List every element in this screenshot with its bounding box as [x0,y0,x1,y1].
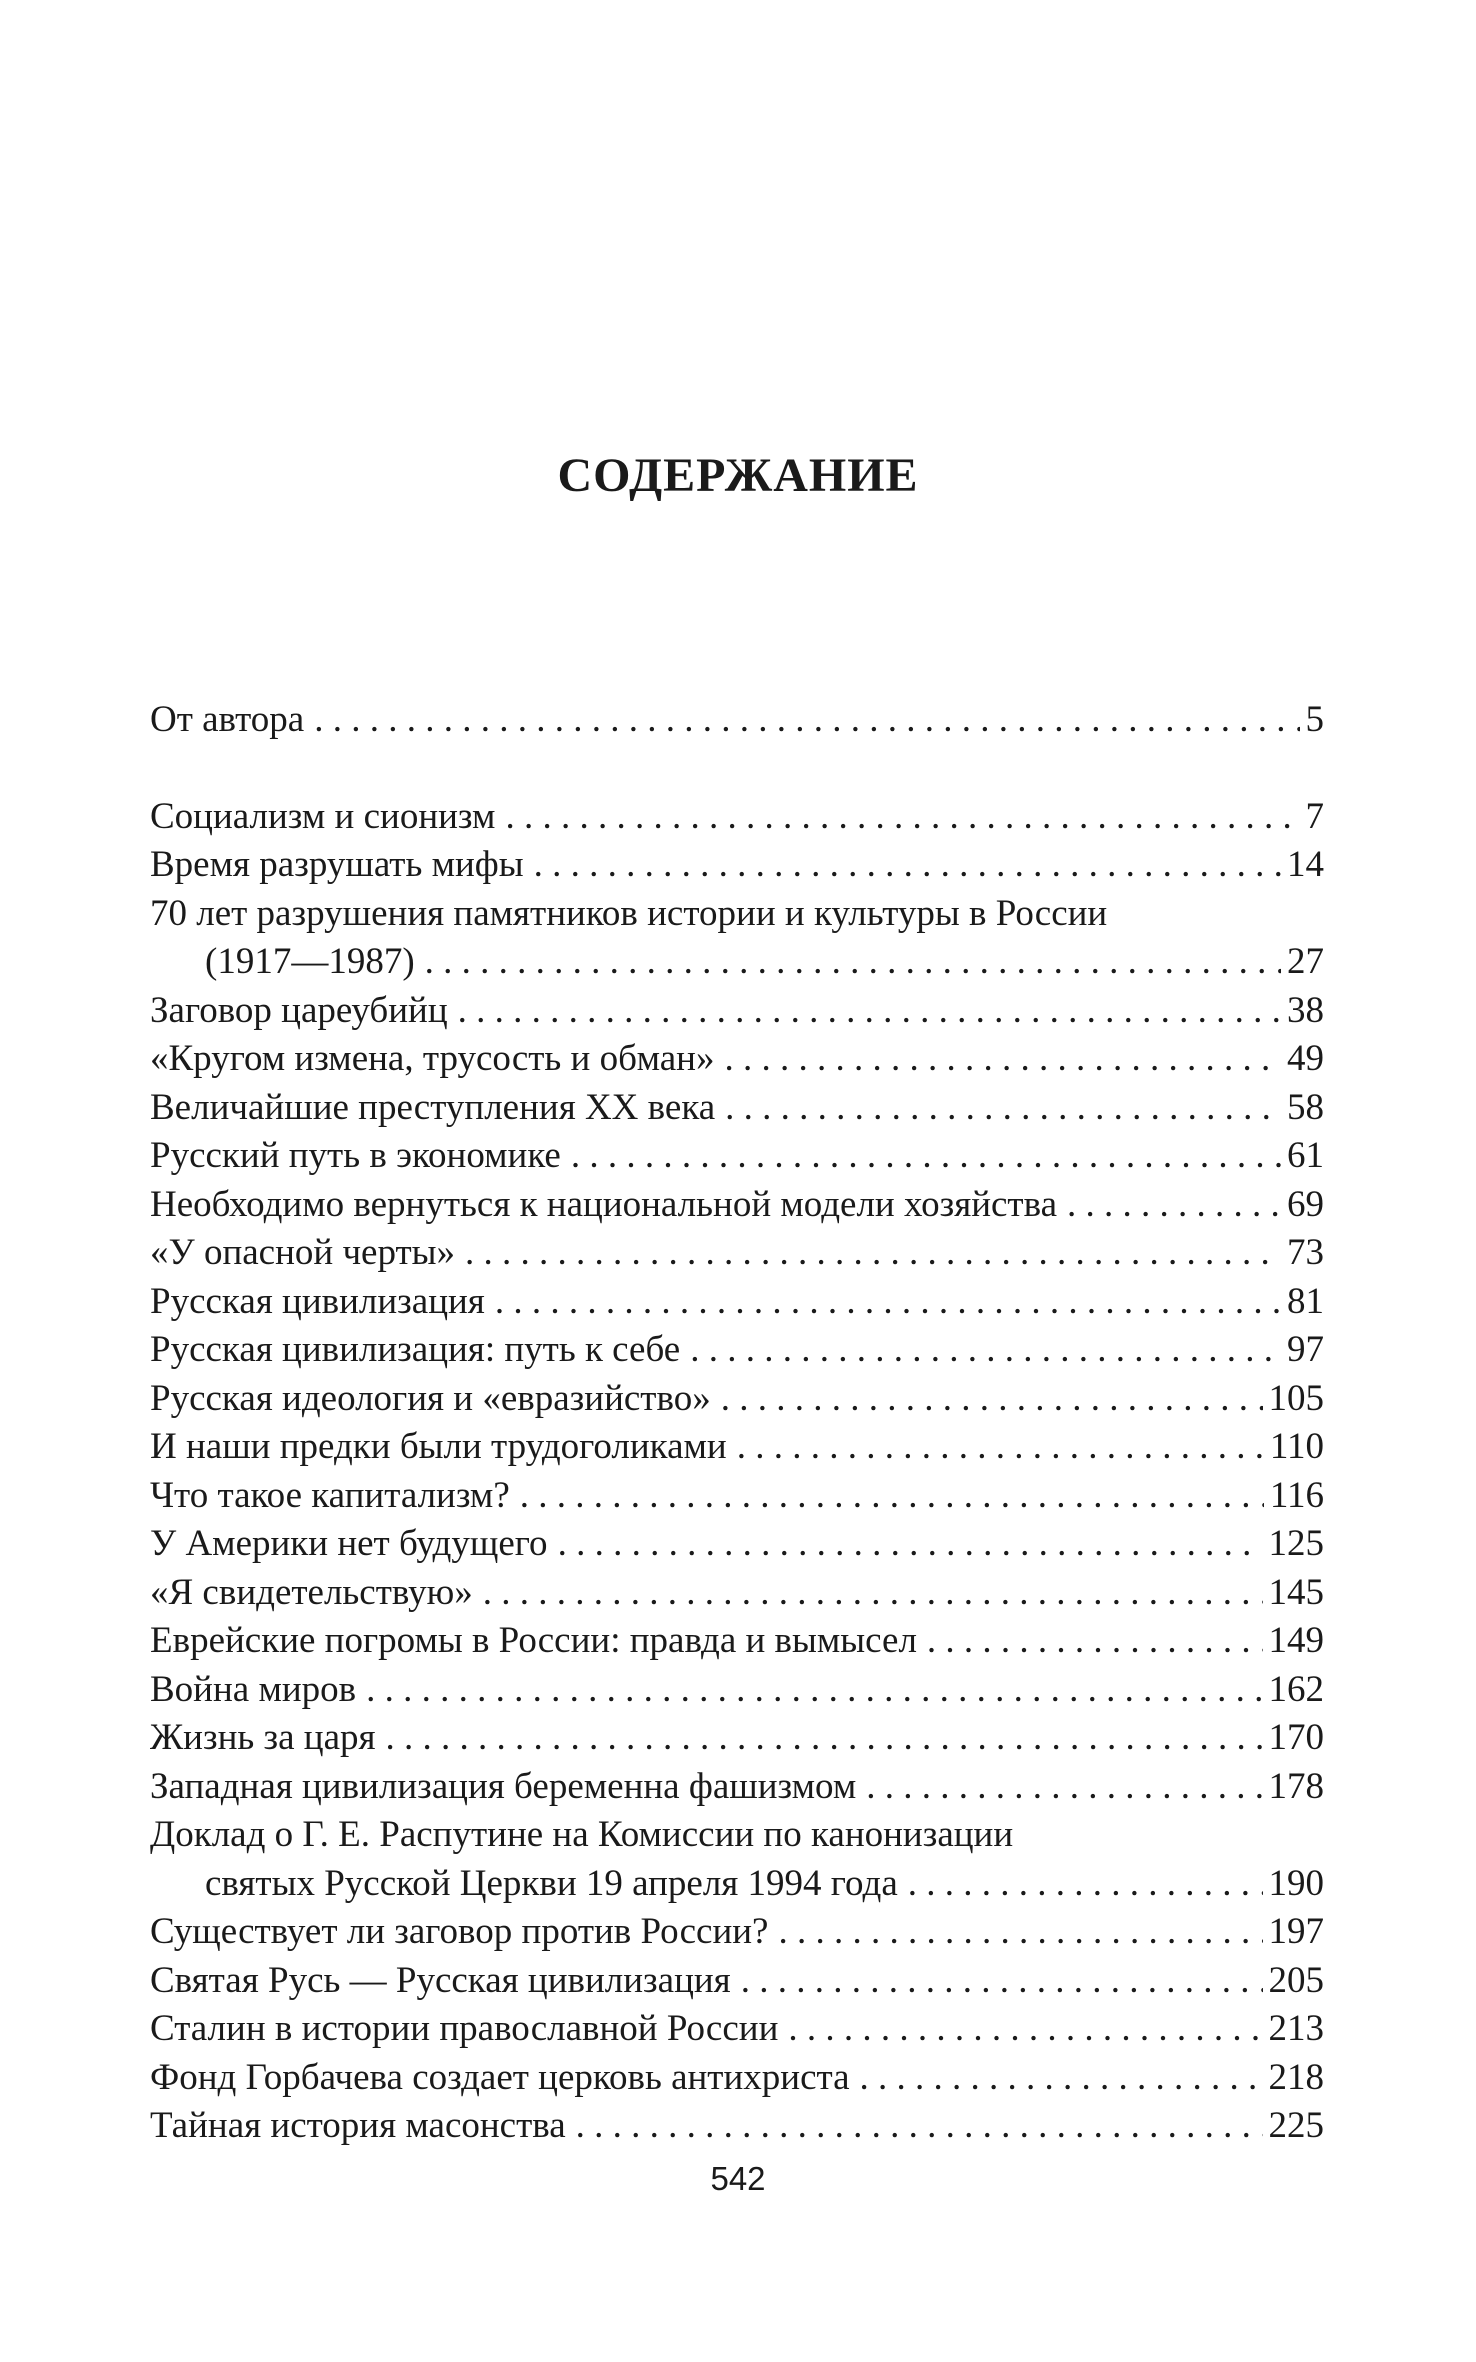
toc-entry [150,1181,1324,1230]
page-title: СОДЕРЖАНИЕ [557,449,919,502]
toc-entry [150,890,1324,987]
toc-entry [150,1520,1324,1569]
toc-entry-title: Русский путь в экономике [150,1135,561,1176]
toc-entry-title: Величайшие преступления XX века [150,1086,716,1128]
toc-entry-title: Русская цивилизация [150,1280,485,1322]
toc-entry-title: У Америки нет будущего [150,1523,548,1564]
dot-leader [534,841,1281,890]
dot-leader [571,1132,1281,1181]
toc-entry-title: Время разрушать мифы [150,844,524,885]
toc-entry-title: Заговор цареубийц [150,989,448,1031]
dot-leader [927,1617,1263,1666]
toc-entry [150,1714,1324,1763]
toc-entry-page: 218 [1268,2056,1324,2098]
toc-entry-title: «Я свидетельствую» [150,1571,473,1613]
toc-entry-title: Святая Русь — Русская цивилизация [150,1959,731,2001]
toc-entry [150,1278,1324,1327]
toc-entry-page: 149 [1268,1620,1324,1661]
dot-leader [724,1035,1281,1084]
toc-entry [150,1132,1324,1181]
toc-entry-page: 5 [1305,699,1324,740]
dot-leader [495,1278,1281,1327]
dot-leader [866,1763,1262,1812]
toc-entry [150,1472,1324,1521]
dot-leader [505,793,1299,842]
dot-leader [425,938,1281,987]
dot-leader [386,1714,1263,1763]
dot-leader [314,696,1299,745]
toc-entry [150,2054,1324,2103]
toc-entry [150,1084,1324,1133]
dot-leader [690,1326,1281,1375]
toc-entry-title: Существует ли заговор против России? [150,1911,769,1952]
toc-entry-title: Жизнь за царя [150,1717,376,1758]
toc-entry-page: 81 [1287,1280,1324,1322]
toc-entry-title: Еврейские погромы в России: правда и вымысел [150,1620,917,1661]
toc-entry [150,841,1324,890]
toc-entry-page: 110 [1269,1426,1324,1467]
dot-leader [778,1908,1262,1957]
toc-entry [150,696,1324,745]
toc-entry-page: 105 [1268,1377,1324,1419]
toc-entry-title: От автора [150,699,305,740]
toc-entry [150,2102,1324,2151]
toc-entry [150,1569,1324,1618]
toc-entry-title: Что такое капитализм? [150,1474,510,1516]
toc-entry-page: 205 [1268,1959,1324,2001]
toc-entry [150,987,1324,1036]
toc-entry-title: Западная цивилизация беременна фашизмом [150,1765,857,1807]
page-number: 542 [710,2160,766,2197]
toc-entry [150,1763,1324,1812]
toc-entry-title: Русская цивилизация: путь к себе [150,1329,681,1370]
toc-entry-title: Русская идеология и «евразийство» [150,1377,711,1419]
toc-entry-title: И наши предки были трудоголиками [150,1426,727,1467]
toc-entry-title: «Кругом измена, трусость и обман» [150,1038,715,1079]
toc-entry-page: 7 [1305,795,1324,837]
toc-entry-page: 125 [1268,1523,1324,1564]
toc-entry-title: Война миров [150,1668,357,1710]
dot-leader [465,1229,1281,1278]
toc-entry [150,1035,1324,1084]
toc-entry-page: 178 [1268,1765,1324,1807]
toc-entry [150,1957,1324,2006]
toc-entry-page: 14 [1287,844,1324,885]
toc-entry [150,793,1324,842]
dot-leader [483,1569,1263,1618]
dot-leader [721,1375,1263,1424]
toc-entry [150,1229,1324,1278]
toc-entry-page: 73 [1287,1232,1324,1273]
dot-leader [1067,1181,1281,1230]
toc-entry-page: 190 [1268,1862,1324,1904]
toc-entry-page: 170 [1268,1717,1324,1758]
toc-entry-page: 145 [1268,1571,1324,1613]
toc-entry-title: Доклад о Г. Е. Распутине на Комиссии по канонизации [150,1814,1014,1855]
dot-leader [366,1666,1262,1715]
toc-entry-page: 49 [1287,1038,1324,1079]
dot-leader [860,2054,1263,2103]
toc-entry-page: 197 [1268,1911,1324,1952]
toc-entry-page: 61 [1287,1135,1324,1176]
toc-entry-page: 162 [1268,1668,1324,1710]
dot-leader [558,1520,1263,1569]
dot-leader [737,1423,1264,1472]
toc-entry-page: 58 [1287,1086,1324,1128]
dot-leader [741,1957,1263,2006]
dot-leader [725,1084,1281,1133]
toc-entry [150,1666,1324,1715]
dot-leader [520,1472,1264,1521]
toc-entry [150,1811,1324,1908]
dot-leader [576,2102,1263,2151]
dot-leader [908,1860,1263,1909]
toc-entry-title-continued: (1917—1987) [205,941,415,982]
toc-entry [150,1908,1324,1957]
toc-entry-page: 213 [1268,2008,1324,2049]
toc-entry-title-continued: святых Русской Церкви 19 апреля 1994 года [205,1862,898,1904]
toc-entry-title: Социализм и сионизм [150,795,496,837]
toc-entry-page: 38 [1287,989,1324,1031]
toc-entry-title: Тайная история масонства [150,2105,566,2146]
toc-entry-title: «У опасной черты» [150,1232,456,1273]
toc-entry [150,1375,1324,1424]
toc-entry-title: Необходимо вернуться к национальной модели хозяйства [150,1183,1058,1225]
dot-leader [458,987,1281,1036]
toc-entry-page: 97 [1287,1329,1324,1370]
toc-entry-page: 27 [1287,941,1324,982]
toc-entry-title: Сталин в истории православной России [150,2008,779,2049]
toc-entry [150,1423,1324,1472]
toc-entry-page: 116 [1269,1474,1324,1516]
toc-entry-page: 225 [1268,2105,1324,2146]
dot-leader [788,2005,1262,2054]
toc-entry [150,1326,1324,1375]
toc-entry-title: 70 лет разрушения памятников истории и культуры в России [150,892,1108,934]
toc-entry [150,2005,1324,2054]
table-of-contents [150,696,1324,2151]
toc-entry-title: Фонд Горбачева создает церковь антихриста [150,2056,850,2098]
toc-entry [150,1617,1324,1666]
toc-entry-page: 69 [1287,1183,1324,1225]
